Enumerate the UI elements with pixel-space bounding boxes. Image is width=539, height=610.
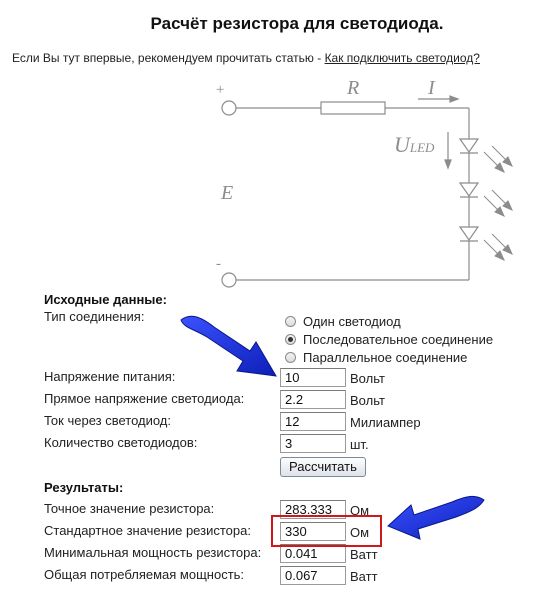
inputs-heading: Исходные данные: (44, 292, 167, 307)
current-label: I (428, 77, 435, 99)
min-power-label: Минимальная мощность резистора: (44, 545, 262, 560)
supply-voltage-unit: Вольт (350, 371, 385, 386)
exact-resistor-unit: Ом (350, 503, 370, 518)
supply-voltage-label: Напряжение питания: (44, 369, 176, 384)
minus-label: - (216, 256, 221, 272)
intro-text: Если Вы тут впервые, рекомендуем прочитать статью - (12, 51, 325, 65)
resistor-label: R (347, 77, 360, 99)
forward-voltage-unit: Вольт (350, 393, 385, 408)
page-title: Расчёт резистора для светодиода. (150, 14, 444, 33)
standard-resistor-label: Стандартное значение резистора: (44, 523, 251, 538)
led-count-label: Количество светодиодов: (44, 435, 198, 450)
intro-article-link[interactable]: Как подключить светодиод? (324, 51, 480, 65)
led-count-unit: шт. (350, 437, 369, 452)
total-power-unit: Ватт (350, 569, 378, 584)
exact-resistor-label: Точное значение резистора: (44, 501, 215, 516)
total-power-label: Общая потребляемая мощность: (44, 567, 245, 582)
standard-resistor-unit: Ом (350, 525, 370, 540)
radio-parallel-connection-label: Параллельное соединение (303, 350, 468, 365)
arrow-icon (181, 316, 276, 376)
radio-series-connection-label: Последовательное соединение (303, 332, 494, 347)
source-label: E (221, 182, 234, 204)
led-current-unit: Милиампер (350, 415, 421, 430)
min-power-unit: Ватт (350, 547, 378, 562)
results-heading: Результаты: (44, 480, 124, 495)
plus-label: + (215, 82, 226, 98)
voltage-label: ULED (394, 132, 435, 157)
connection-type-label: Тип соединения: (44, 309, 145, 324)
forward-voltage-label: Прямое напряжение светодиода: (44, 391, 245, 406)
arrow-icon (388, 496, 484, 539)
led-current-label: Ток через светодиод: (44, 413, 172, 428)
radio-single-led-label: Один светодиод (303, 314, 401, 329)
calculate-button[interactable]: Рассчитать (280, 457, 366, 477)
